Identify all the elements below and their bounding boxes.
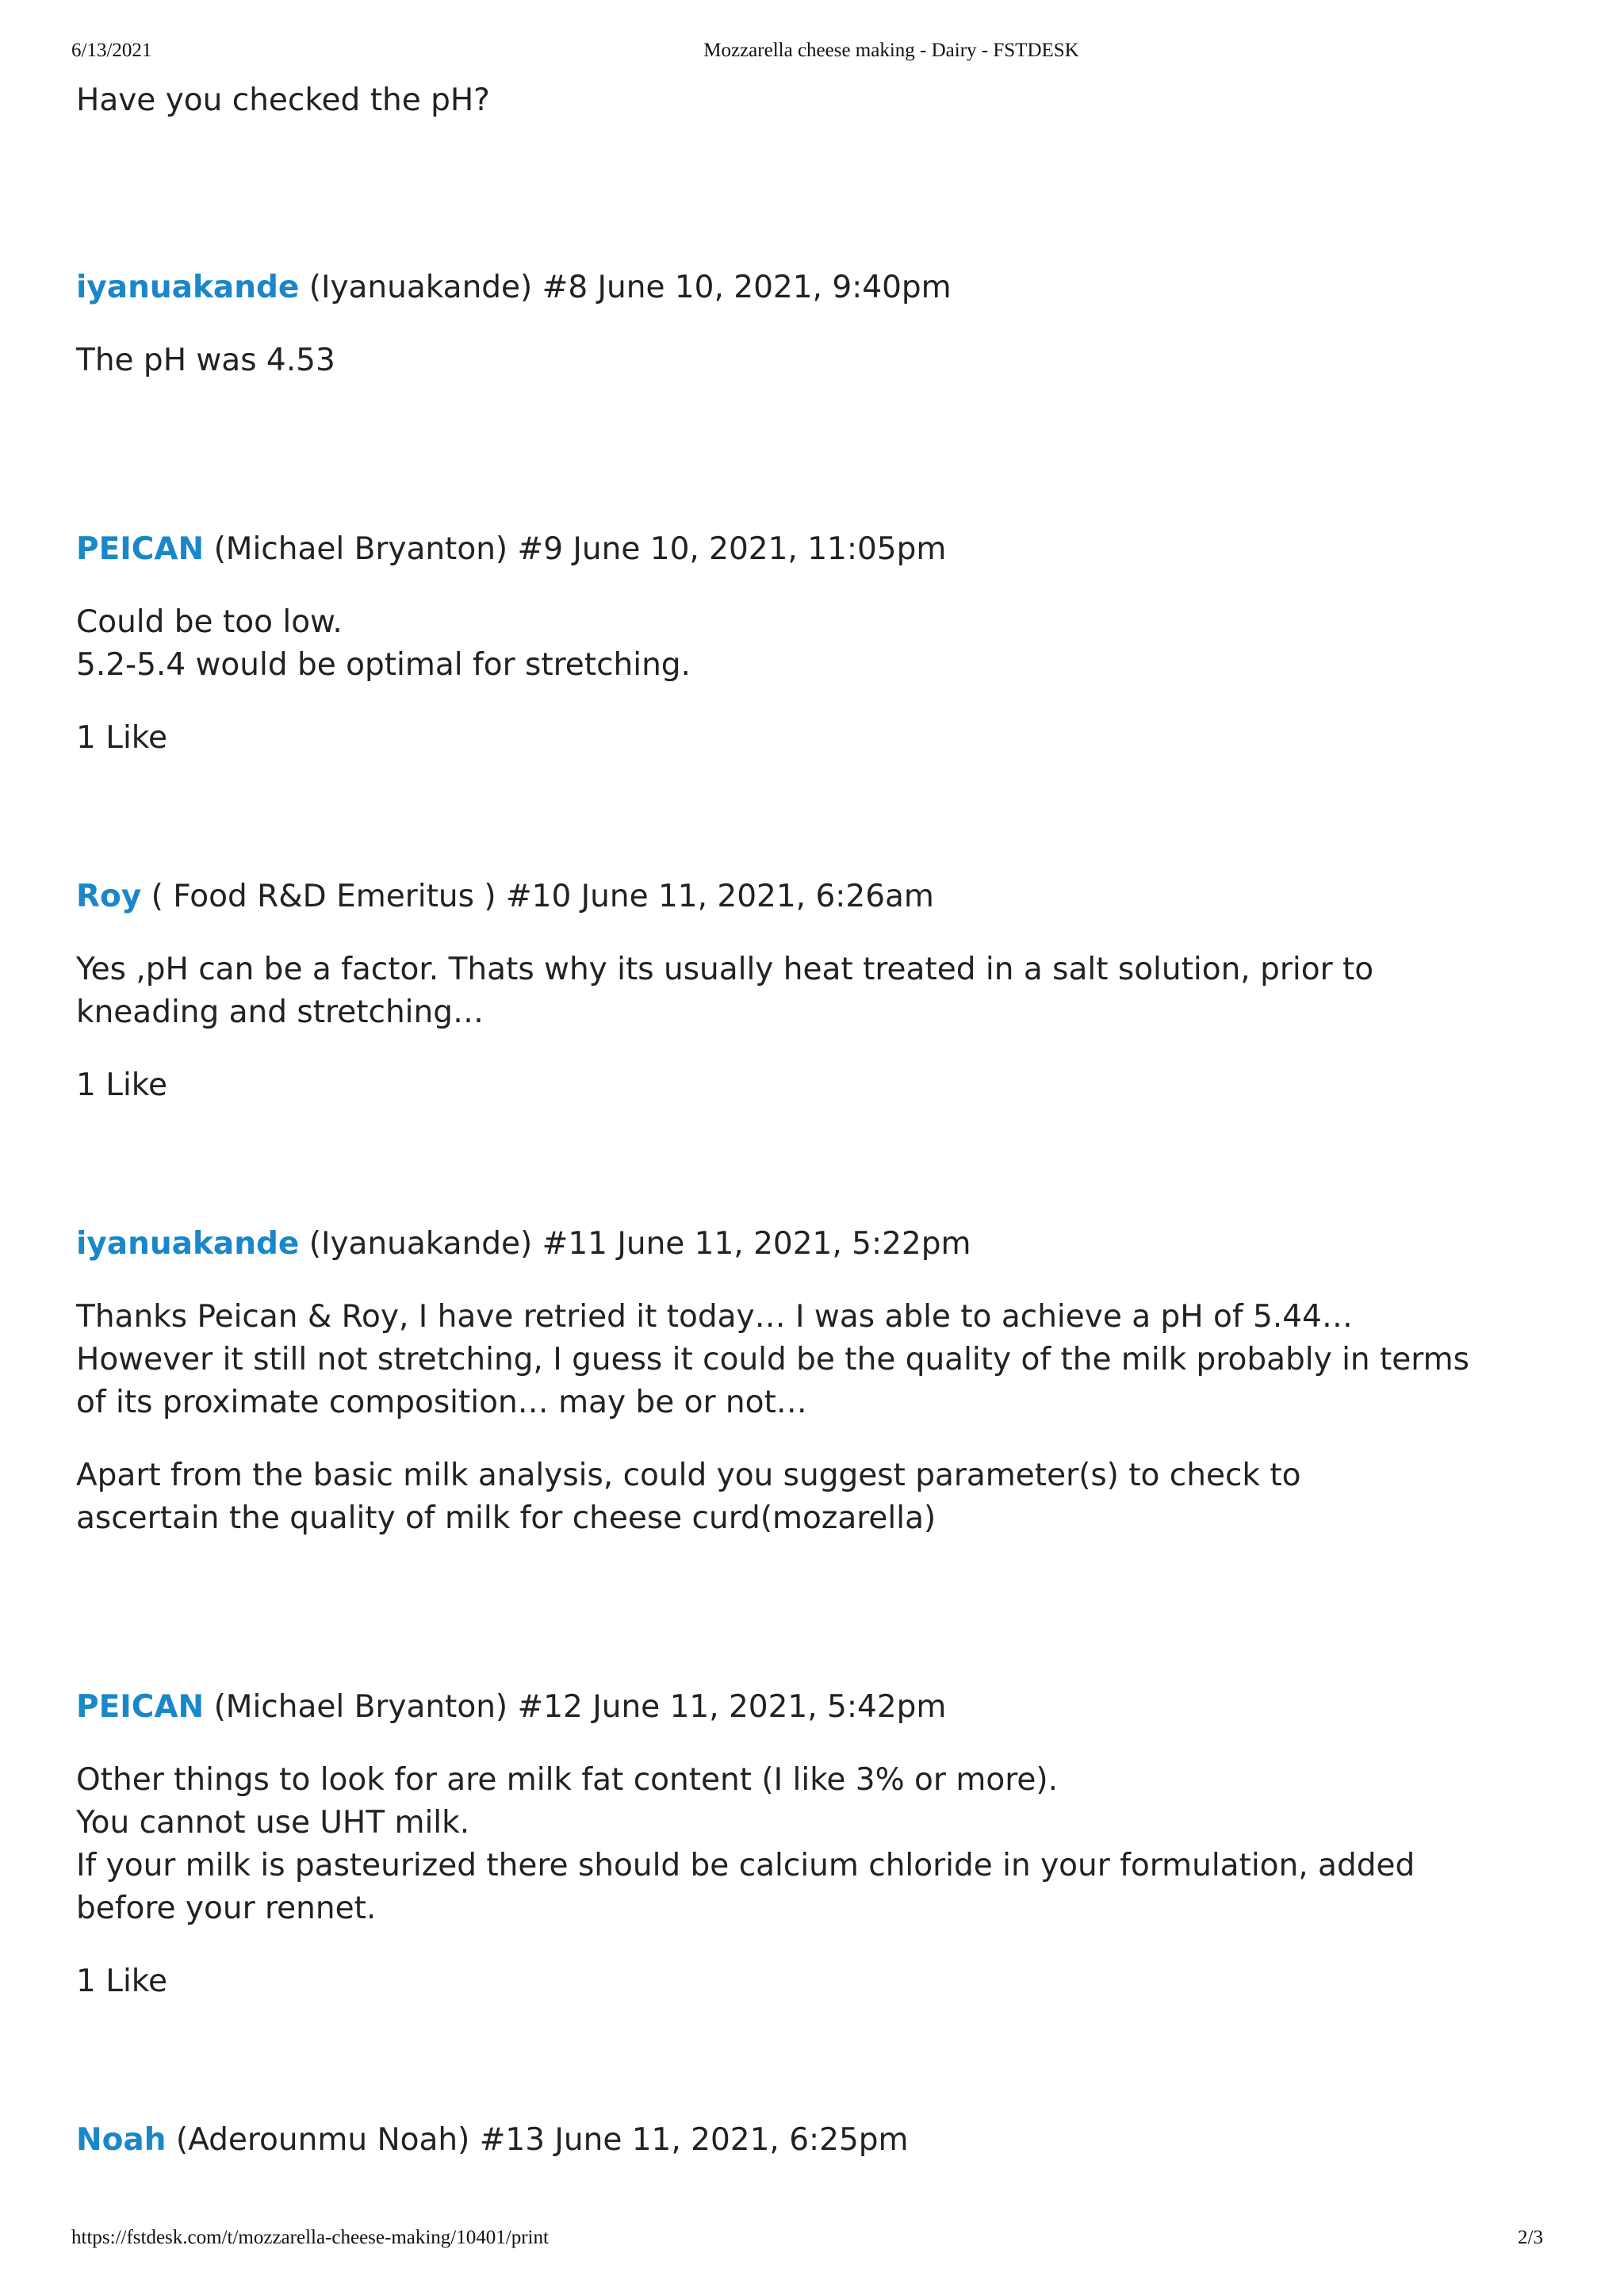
post-author-info: (Iyanuakande) #11 June 11, 2021, 5:22pm <box>299 1226 971 1262</box>
post-9 <box>76 528 1472 571</box>
post-11-body-paragraph-1: Thanks Peican & Roy, I have retried it today… I was able to achieve a pH of 5.44… However it still not stretching, I guess it could be the quality of the milk probably in terms of its proximate composition… may be or not… <box>76 1299 1469 1420</box>
post-meta <box>76 2119 1472 2162</box>
post-13 <box>76 2119 1472 2162</box>
username-link[interactable]: iyanuakande <box>76 1226 300 1262</box>
post-author-info: (Michael Bryanton) #9 June 10, 2021, 11:05pm <box>204 531 947 567</box>
username-link[interactable]: Noah <box>76 2122 167 2158</box>
print-date: 6/13/2021 <box>71 40 152 61</box>
post-10 <box>76 875 1472 918</box>
post-9-body-line-2: 5.2-5.4 would be optimal for stretching. <box>76 647 691 683</box>
post-meta <box>76 1223 1472 1266</box>
post-8 <box>76 266 1472 309</box>
post-author-info: (Aderounmu Noah) #13 June 11, 2021, 6:25pm <box>166 2122 909 2158</box>
post-body-continued: Have you checked the pH? <box>76 82 490 118</box>
print-header <box>0 40 1624 67</box>
like-count: 1 Like <box>76 720 167 756</box>
print-footer <box>0 2227 1624 2254</box>
post-author-info: ( Food R&D Emeritus ) #10 June 11, 2021, 6:26am <box>141 879 934 914</box>
print-page-title: Mozzarella cheese making - Dairy - FSTDESK <box>703 40 1079 61</box>
username-link[interactable]: iyanuakande <box>76 270 300 305</box>
post-meta <box>76 528 1472 571</box>
post-author-info: (Iyanuakande) #8 June 10, 2021, 9:40pm <box>299 270 952 305</box>
post-12-body-line-3: If your milk is pasteurized there should be calcium chloride in your formulation, added before your rennet. <box>76 1848 1415 1926</box>
post-author-info: (Michael Bryanton) #12 June 11, 2021, 5:42pm <box>204 1689 947 1725</box>
post-11-body-paragraph-2: Apart from the basic milk analysis, could you suggest parameter(s) to check to ascertain the quality of milk for cheese curd(mozarella) <box>76 1458 1301 1536</box>
post-meta <box>76 875 1472 918</box>
post-8-body: The pH was 4.53 <box>76 343 335 378</box>
print-url: https://fstdesk.com/t/mozzarella-cheese-making/10401/print <box>71 2227 549 2248</box>
username-link[interactable]: PEICAN <box>76 1689 205 1725</box>
username-link[interactable]: Roy <box>76 879 142 914</box>
post-12-body-line-2: You cannot use UHT milk. <box>76 1805 470 1841</box>
post-10-body: Yes ,pH can be a factor. Thats why its usually heat treated in a salt solution, prior to kneading and stretching… <box>76 952 1374 1030</box>
post-12 <box>76 1686 1472 1729</box>
post-9-body-line-1: Could be too low. <box>76 604 343 640</box>
like-count: 1 Like <box>76 1964 167 1999</box>
page-number: 2/3 <box>1518 2227 1543 2248</box>
post-12-body-line-1: Other things to look for are milk fat content (I like 3% or more). <box>76 1762 1058 1798</box>
post-11 <box>76 1223 1472 1266</box>
post-meta <box>76 1686 1472 1729</box>
like-count: 1 Like <box>76 1067 167 1103</box>
post-meta <box>76 266 1472 309</box>
username-link[interactable]: PEICAN <box>76 531 205 567</box>
